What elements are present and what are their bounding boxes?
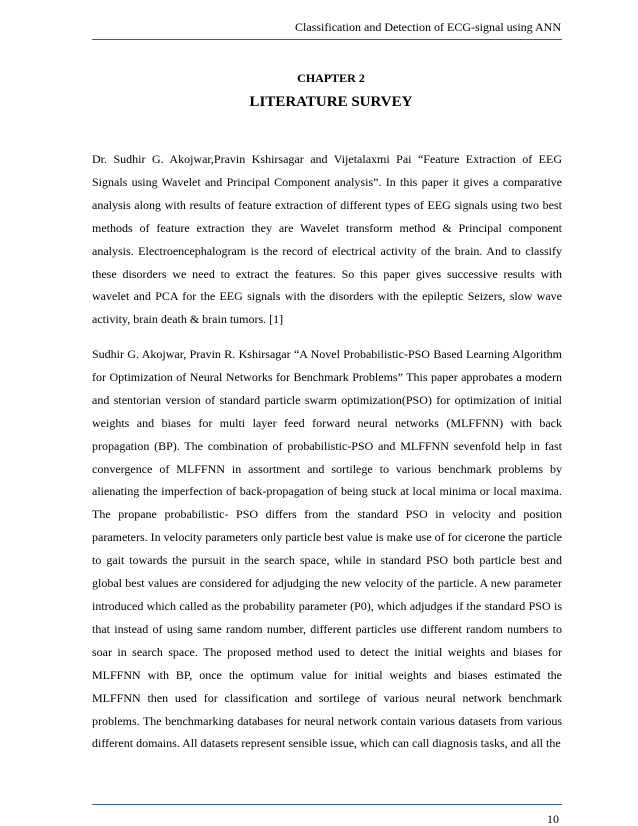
- paragraph-1: Dr. Sudhir G. Akojwar,Pravin Kshirsagar and Vijetalaxmi Pai “Feature Extraction of EEG Signals using Wavelet and Principal Component analysis”. In this paper it gives a comparative analysis along with results of feature extraction of different types of EEG signals using two best methods of feature extraction they are Wavelet transform method & Principal component analysis. Electroencephalogram is the record of electrical activity of the brain. And to classify these disorders we need to extract the features. So this paper gives successive results with wavelet and PCA for the EEG signals with the disorders with the epileptic Seizers, slow wave activity, brain death & brain tumors. [1]: [92, 152, 562, 327]
- chapter-label: CHAPTER 2: [297, 71, 365, 85]
- page-number: 10: [547, 812, 559, 826]
- running-header: Classification and Detection of ECG-signal using ANN: [295, 20, 561, 34]
- paragraph-2: Sudhir G. Akojwar, Pravin R. Kshirsagar “A Novel Probabilistic-PSO Based Learning Algorithm for Optimization of Neural Networks for Benchmark Problems” This paper approbates a modern and stentorian version of standard particle swarm optimization(PSO) for optimization of initial weights and biases for multi layer feed forward neural networks (MLFFNN) with back propagation (BP). The combination of probabilistic-PSO and MLFFNN sevenfold help in fast convergence of MLFFNN in assortment and sortilege to various benchmark problems by alienating the imperfection of back-propagation of being stuck at local minima or local maxima. The propane probabilistic- PSO differs from the standard PSO in velocity and position parameters. In velocity parameters only particle best value is make use of for cicerone the particle to gait towards the pursuit in the search space, while in standard PSO both particle best and global best values are considered for adjudging the new velocity of the particle. A new parameter introduced which called as the probability parameter (P0), which adjudges if the standard PSO is that instead of using same random number, different particles use different random numbers to soar in search space. The proposed method used to detect the initial weights and biases for MLFFNN with BP, once the optimum value for initial weights and biases estimated the MLFFNN then used for classification and sortilege of various neural network benchmark problems. The benchmarking databases for neural network contain various datasets from various different domains. All datasets represent sensible issue, which can call diagnosis tasks, and all the: [92, 347, 562, 751]
- header-rule: [92, 39, 562, 40]
- chapter-title: LITERATURE SURVEY: [249, 94, 413, 110]
- footer-rule: [92, 804, 562, 805]
